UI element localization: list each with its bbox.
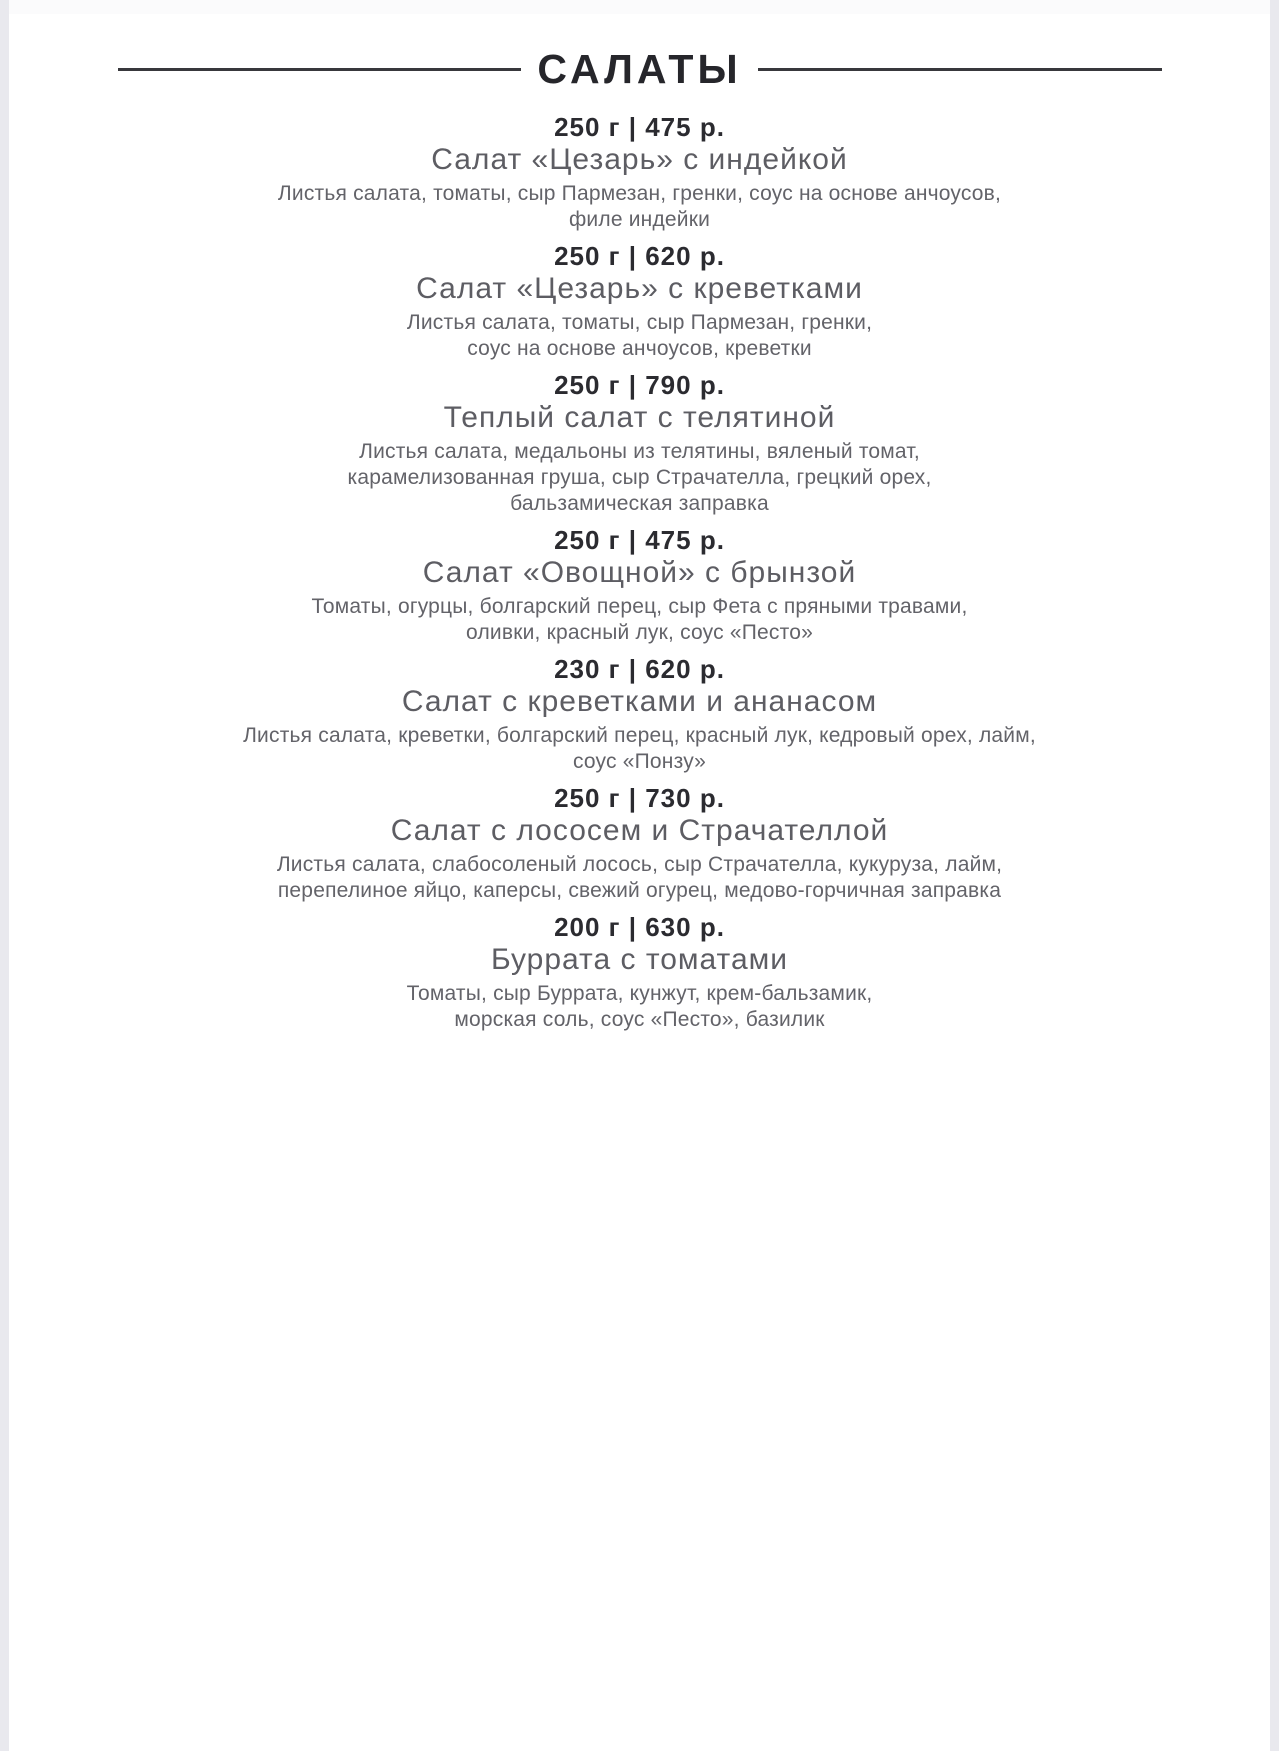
item-portion-price: 250 г | 620 р. bbox=[554, 241, 725, 271]
menu-item bbox=[118, 913, 1162, 1033]
item-name: Салат «Цезарь» с индейкой bbox=[431, 143, 848, 176]
item-portion-price: 230 г | 620 р. bbox=[554, 654, 725, 684]
item-portion-price: 250 г | 790 р. bbox=[554, 370, 725, 400]
menu-item bbox=[118, 242, 1162, 362]
item-description-line: бальзамическая заправка bbox=[510, 492, 769, 515]
item-portion-price: 250 г | 475 р. bbox=[554, 525, 725, 555]
item-portion-price: 250 г | 730 р. bbox=[554, 783, 725, 813]
menu-item bbox=[118, 526, 1162, 646]
item-description bbox=[118, 594, 1162, 646]
item-description bbox=[118, 310, 1162, 362]
item-description-line: Листья салата, томаты, сыр Пармезан, гренки, bbox=[406, 311, 873, 334]
item-name: Салат с креветками и ананасом bbox=[401, 685, 878, 718]
item-description-line: морская соль, соус «Песто», базилик bbox=[454, 1008, 825, 1031]
page-left-edge bbox=[0, 0, 9, 1751]
item-description bbox=[118, 723, 1162, 775]
menu-item bbox=[118, 371, 1162, 517]
item-description-line: Листья салата, креветки, болгарский перец, красный лук, кедровый орех, лайм, bbox=[243, 724, 1036, 747]
section-header bbox=[118, 46, 1162, 93]
item-name: Салат с лососем и Страчателлой bbox=[390, 814, 889, 847]
menu-list bbox=[118, 113, 1162, 1033]
item-description-line: Листья салата, слабосоленый лосось, сыр Страчателла, кукуруза, лайм, bbox=[276, 853, 1003, 876]
item-name: Буррата с томатами bbox=[490, 943, 789, 976]
item-description-line: филе индейки bbox=[568, 208, 711, 231]
item-name: Салат «Цезарь» с креветками bbox=[416, 272, 863, 305]
menu-item bbox=[118, 655, 1162, 775]
item-description bbox=[118, 439, 1162, 517]
page-right-edge bbox=[1270, 0, 1279, 1751]
item-name: Салат «Овощной» с брынзой bbox=[422, 556, 857, 589]
section-title: САЛАТЫ bbox=[537, 46, 742, 92]
item-portion-price: 250 г | 475 р. bbox=[554, 112, 725, 142]
item-description-line: оливки, красный лук, соус «Песто» bbox=[466, 621, 813, 644]
item-portion-price: 200 г | 630 р. bbox=[554, 912, 725, 942]
item-description bbox=[118, 852, 1162, 904]
item-name: Теплый салат с телятиной bbox=[443, 401, 836, 434]
item-description-line: Листья салата, томаты, сыр Пармезан, гренки, соус на основе анчоусов, bbox=[277, 182, 1002, 205]
item-description-line: Листья салата, медальоны из телятины, вяленый томат, bbox=[359, 440, 920, 463]
menu-item bbox=[118, 113, 1162, 233]
header-rule-right bbox=[758, 68, 1162, 71]
header-rule-left bbox=[118, 68, 522, 71]
item-description-line: Томаты, огурцы, болгарский перец, сыр Фета с пряными травами, bbox=[311, 595, 968, 618]
item-description bbox=[118, 181, 1162, 233]
item-description-line: соус «Понзу» bbox=[572, 750, 707, 773]
item-description-line: карамелизованная груша, сыр Страчателла, грецкий орех, bbox=[347, 466, 932, 489]
item-description bbox=[118, 981, 1162, 1033]
item-description-line: Томаты, сыр Буррата, кунжут, крем-бальзамик, bbox=[406, 982, 873, 1005]
menu-content bbox=[118, 0, 1162, 1033]
item-description-line: перепелиное яйцо, каперсы, свежий огурец, медово-горчичная заправка bbox=[277, 879, 1002, 902]
item-description-line: соус на основе анчоусов, креветки bbox=[467, 337, 812, 360]
menu-item bbox=[118, 784, 1162, 904]
